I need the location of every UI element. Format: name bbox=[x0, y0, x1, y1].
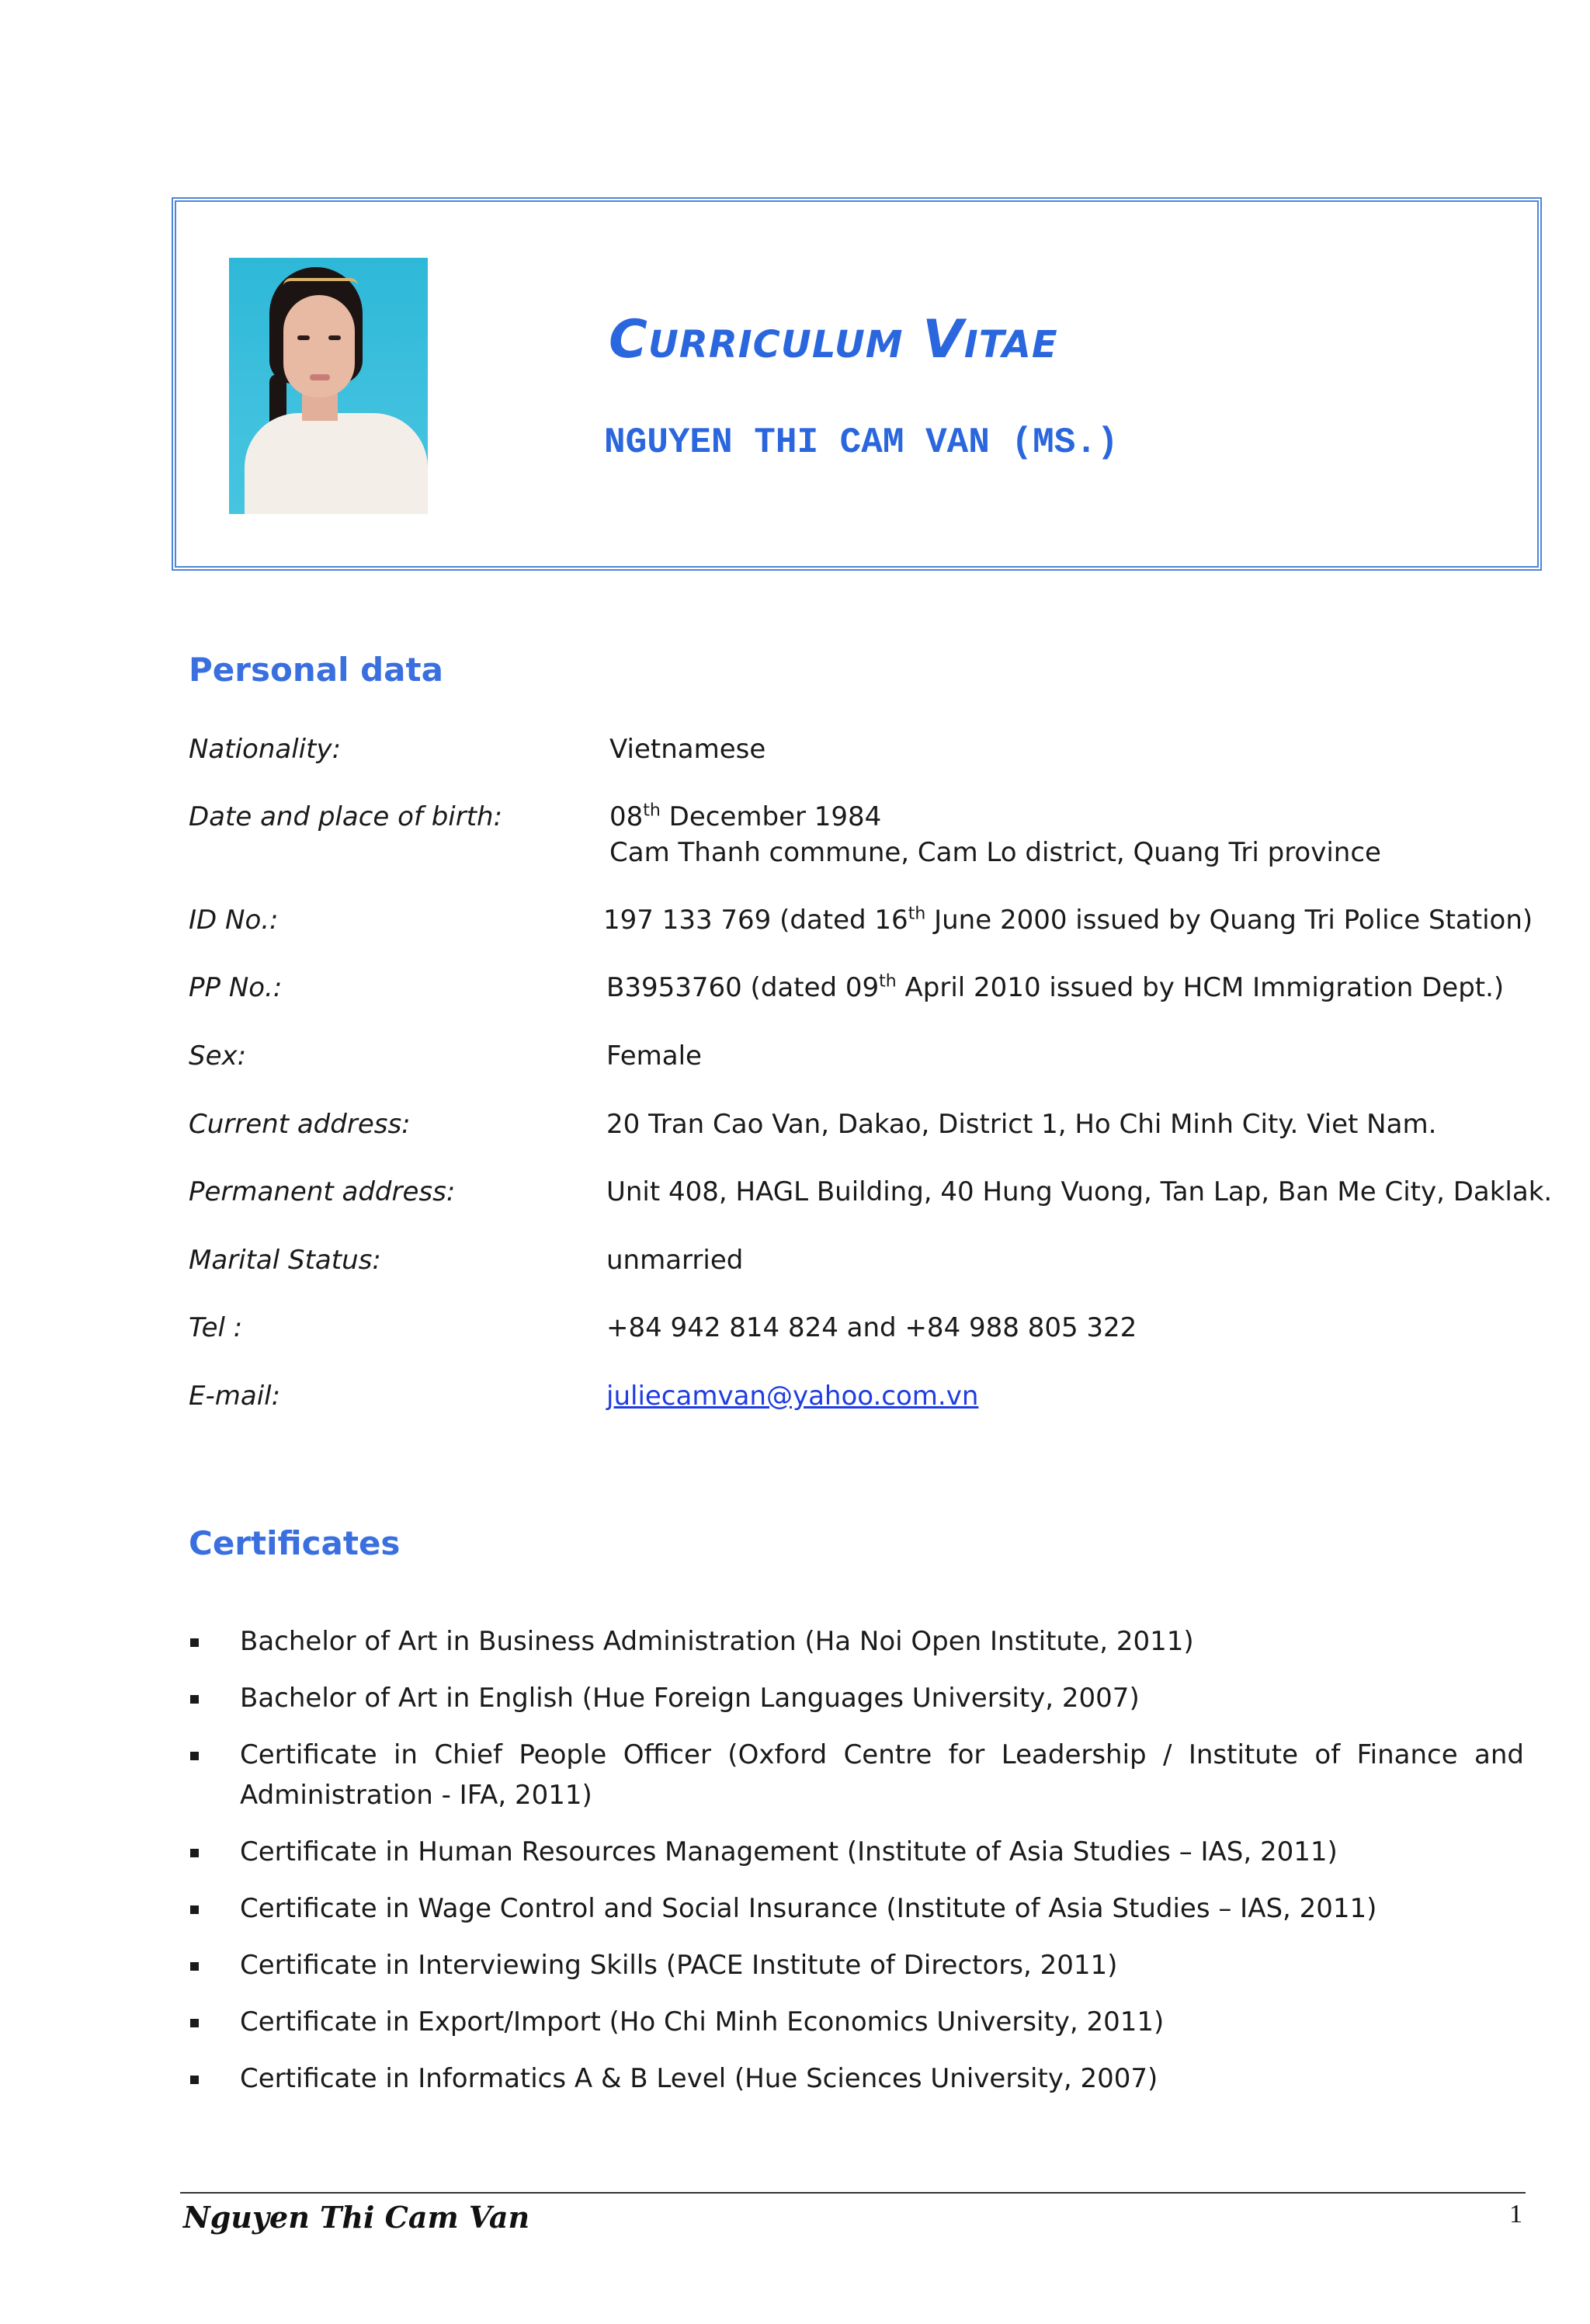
marital-status-label: Marital Status: bbox=[189, 1245, 381, 1276]
birth-date-value: 08th December 1984 bbox=[609, 801, 882, 832]
email-value bbox=[606, 1381, 978, 1412]
nationality-value: Vietnamese bbox=[609, 734, 766, 765]
personal-data-heading: Personal data bbox=[189, 651, 443, 689]
certificates-list bbox=[189, 1621, 1524, 2099]
sex-value: Female bbox=[606, 1040, 702, 1072]
current-address-value: 20 Tran Cao Van, Dakao, District 1, Ho Chi Minh City. Viet Nam. bbox=[606, 1109, 1437, 1140]
tel-label: Tel : bbox=[189, 1312, 243, 1343]
nationality-label: Nationality: bbox=[189, 734, 342, 765]
portrait-photo bbox=[229, 258, 428, 514]
id-value: 197 133 769 (dated 16th June 2000 issued by Quang Tri Police Station) bbox=[603, 904, 1533, 936]
passport-label: PP No.: bbox=[189, 972, 283, 1003]
certificate-item: Bachelor of Art in Business Administration (Ha Noi Open Institute, 2011) bbox=[189, 1621, 1524, 1662]
footer-divider bbox=[180, 2192, 1526, 2194]
permanent-address-label: Permanent address: bbox=[189, 1176, 456, 1207]
page-number: 1 bbox=[1509, 2200, 1522, 2228]
certificates-heading: Certificates bbox=[189, 1524, 401, 1562]
email-label: E-mail: bbox=[189, 1381, 281, 1412]
id-label: ID No.: bbox=[189, 905, 279, 936]
sex-label: Sex: bbox=[189, 1040, 247, 1072]
footer-name: Nguyen Thi Cam Van bbox=[183, 2200, 530, 2235]
passport-value: B3953760 (dated 09th April 2010 issued by HCM Immigration Dept.) bbox=[606, 971, 1505, 1003]
email-link[interactable]: juliecamvan@yahoo.com.vn bbox=[606, 1381, 979, 1412]
candidate-name: NGUYEN THI CAM VAN (MS.) bbox=[604, 422, 1119, 463]
current-address-label: Current address: bbox=[189, 1109, 411, 1140]
permanent-address-value: Unit 408, HAGL Building, 40 Hung Vuong, Tan Lap, Ban Me City, Daklak. bbox=[606, 1176, 1553, 1207]
certificate-item: Bachelor of Art in English (Hue Foreign Languages University, 2007) bbox=[189, 1678, 1524, 1718]
tel-value: +84 942 814 824 and +84 988 805 322 bbox=[606, 1312, 1137, 1343]
certificate-item: Certificate in Chief People Officer (Oxford Centre for Leadership / Institute of Finance and Administration - IFA, 2011) bbox=[189, 1735, 1524, 1815]
birth-label: Date and place of birth: bbox=[189, 801, 503, 832]
certificate-item: Certificate in Export/Import (Ho Chi Minh Economics University, 2011) bbox=[189, 2002, 1524, 2042]
certificate-item: Certificate in Human Resources Management (Institute of Asia Studies – IAS, 2011) bbox=[189, 1832, 1524, 1872]
certificate-item: Certificate in Wage Control and Social Insurance (Institute of Asia Studies – IAS, 2011) bbox=[189, 1888, 1524, 1929]
birth-place-value: Cam Thanh commune, Cam Lo district, Quang Tri province bbox=[609, 837, 1381, 868]
certificate-item: Certificate in Informatics A & B Level (Hue Sciences University, 2007) bbox=[189, 2058, 1524, 2099]
certificate-item: Certificate in Interviewing Skills (PACE Institute of Directors, 2011) bbox=[189, 1945, 1524, 1985]
document-title: Curriculum Vitae bbox=[609, 309, 1058, 370]
marital-status-value: unmarried bbox=[606, 1245, 744, 1276]
